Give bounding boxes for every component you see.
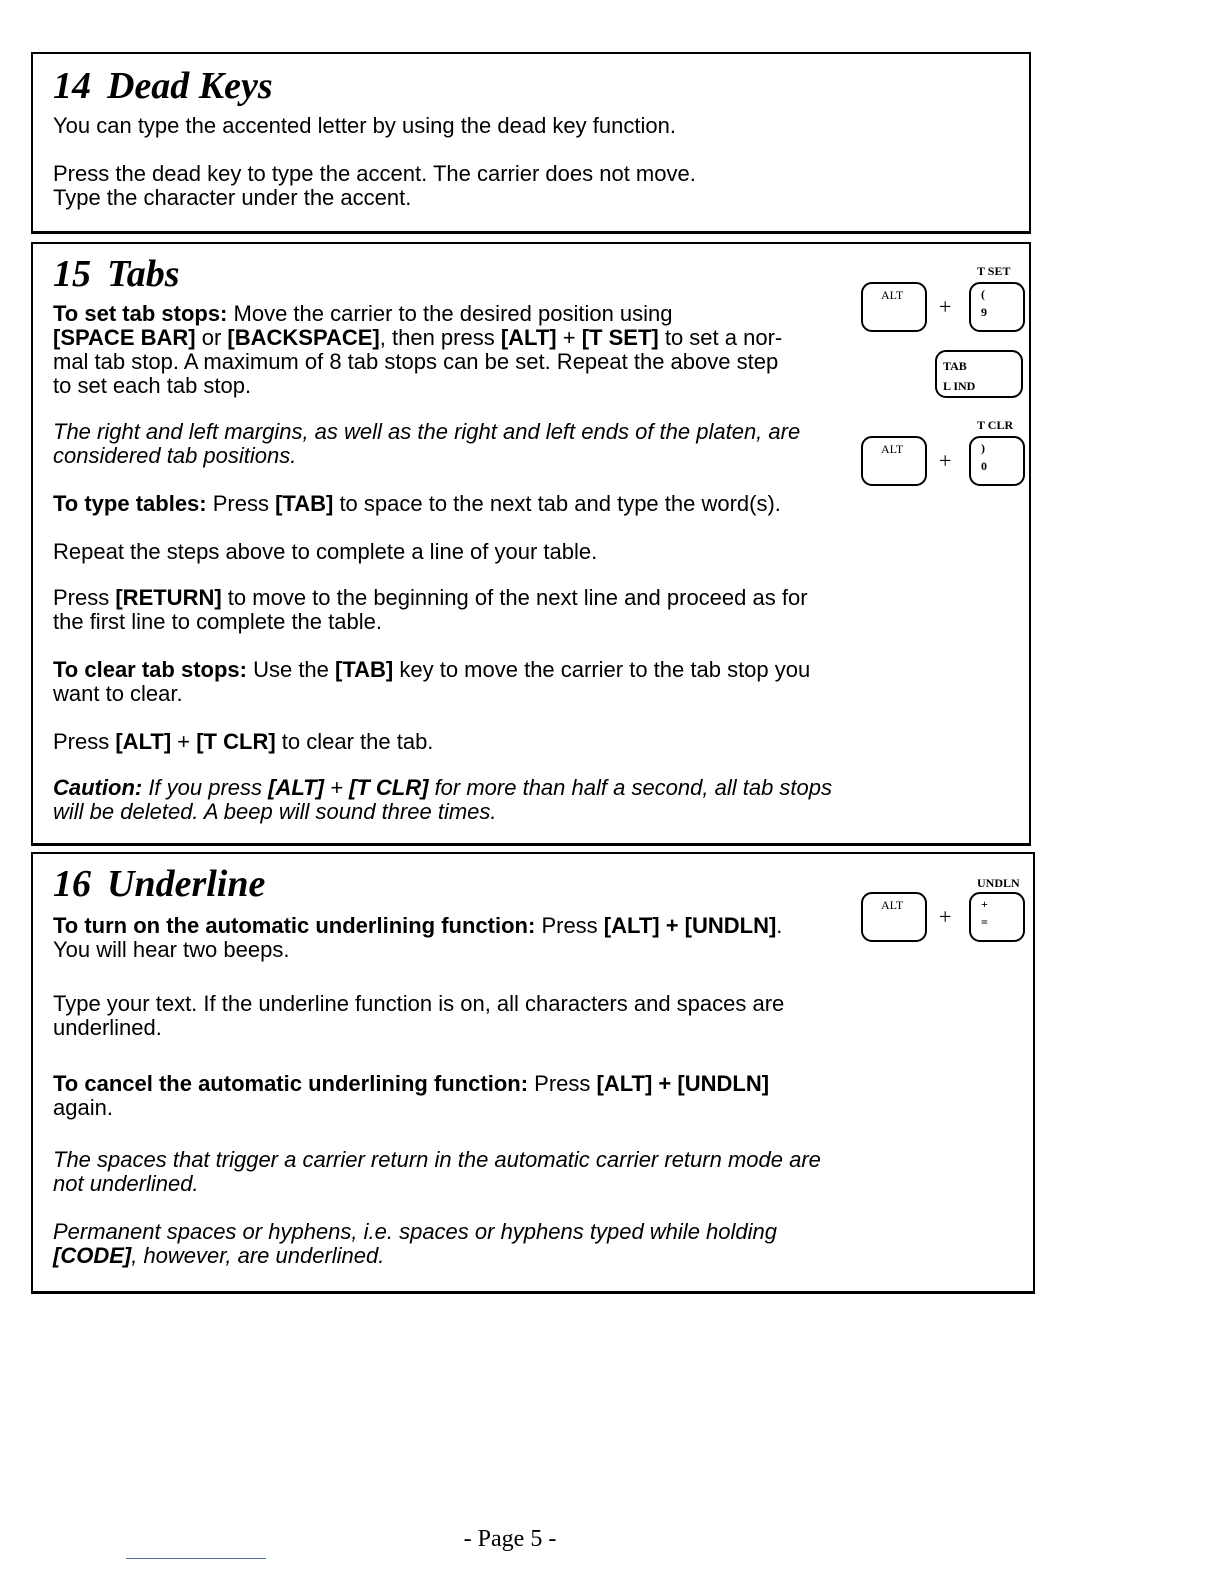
text: to move to the beginning of the next line and proceed as for the first line to complete the table. <box>53 585 808 634</box>
page-number: - Page 5 - <box>463 1526 557 1552</box>
text: to set each tab stop. <box>53 373 252 398</box>
key-label: UNDLN <box>977 876 1020 890</box>
text: You will hear two beeps. <box>53 937 290 962</box>
section-dead-keys <box>31 52 1031 234</box>
paragraph-return <box>53 586 843 634</box>
text: Press <box>53 729 116 754</box>
section-number: 15 <box>53 253 91 295</box>
caution-note <box>53 776 843 824</box>
paragraph: Type the character under the accent. <box>53 185 412 210</box>
key-ref: [BACKSPACE] <box>227 325 380 350</box>
key-text: TAB <box>943 359 967 373</box>
alt-key-icon <box>861 892 927 942</box>
section-tabs <box>31 242 1031 846</box>
key-ref: [ALT] + [UNDLN] <box>596 1071 770 1096</box>
alt-key-icon <box>861 282 927 332</box>
text: to space to the next tab and type the word(s). <box>333 491 781 516</box>
text: to clear the tab. <box>275 729 434 754</box>
text: Press <box>528 1071 597 1096</box>
key-text: = <box>981 915 988 929</box>
divider <box>126 1558 266 1559</box>
text: Press <box>206 491 276 516</box>
key-text: L IND <box>943 379 976 393</box>
label: To turn on the automatic underlining function: <box>53 913 536 938</box>
undln-key-icon <box>969 892 1025 942</box>
paragraph-clear-tabs <box>53 658 843 706</box>
text: + <box>556 325 582 350</box>
text: Permanent spaces or hyphens, i.e. spaces or hyphens typed while holding <box>53 1219 777 1244</box>
key-ref: [TAB] <box>275 491 334 516</box>
text: + <box>171 729 197 754</box>
tset-key-icon <box>969 282 1025 332</box>
text: Press <box>53 585 116 610</box>
paragraph-underline-cancel <box>53 1072 853 1120</box>
key-ref: [CODE] <box>53 1243 132 1268</box>
label: To clear tab stops: <box>53 657 247 682</box>
text: . <box>776 913 783 938</box>
section-heading <box>53 862 265 906</box>
key-ref: [ALT] <box>115 729 172 754</box>
paragraph: Press the dead key to type the accent. The carrier does not move. <box>53 161 696 186</box>
paragraph-underline-on <box>53 914 853 962</box>
paragraph-set-tabs <box>53 302 853 398</box>
section-number: 14 <box>53 65 91 107</box>
key-ref: [TAB] <box>335 657 394 682</box>
text: mal tab stop. A maximum of 8 tab stops can be set. Repeat the above step <box>53 349 779 374</box>
note-permanent-spaces <box>53 1220 853 1268</box>
text: or <box>195 325 228 350</box>
section-heading <box>53 252 180 296</box>
key-text: + <box>981 897 988 911</box>
label: To set tab stops: <box>53 301 228 326</box>
key-text: ) <box>981 441 985 455</box>
key-text: ALT <box>881 442 904 456</box>
plus-icon: + <box>939 448 952 473</box>
paragraph: You can type the accented letter by using the dead key function. <box>53 113 676 138</box>
key-ref: [T SET] <box>581 325 659 350</box>
note-margins: The right and left margins, as well as the right and left ends of the platen, are considered tab positions. <box>53 419 801 468</box>
section-title: Tabs <box>107 253 180 295</box>
key-ref: [RETURN] <box>115 585 222 610</box>
text: again. <box>53 1095 113 1120</box>
label: Caution: <box>53 775 143 800</box>
key-ref: [ALT] <box>500 325 557 350</box>
key-ref: [SPACE BAR] <box>53 325 196 350</box>
text: Move the carrier to the desired position using <box>227 301 673 326</box>
plus-icon: + <box>939 294 952 319</box>
text: , however, are underlined. <box>131 1243 385 1268</box>
plus-icon: + <box>939 904 952 929</box>
section-number: 16 <box>53 863 91 905</box>
key-ref: [T CLR] <box>196 729 276 754</box>
key-ref: [T CLR] <box>349 775 429 800</box>
text: for more than half a second, all tab stops will be deleted. A beep will sound three times. <box>53 775 833 824</box>
section-heading <box>53 64 273 108</box>
key-text: 9 <box>981 305 987 319</box>
text: Use the <box>246 657 336 682</box>
key-text: ALT <box>881 288 904 302</box>
text: If you press <box>142 775 269 800</box>
tab-key-icon <box>935 350 1023 398</box>
label: To cancel the automatic underlining function: <box>53 1071 529 1096</box>
key-label: T CLR <box>977 418 1014 432</box>
key-label: T SET <box>977 264 1011 278</box>
section-title: Dead Keys <box>107 65 273 107</box>
section-underline <box>31 852 1035 1294</box>
key-text: ALT <box>881 898 904 912</box>
key-ref: [ALT] <box>268 775 324 800</box>
paragraph-type-tables <box>53 492 853 516</box>
label: To type tables: <box>53 491 207 516</box>
tclr-key-icon <box>969 436 1025 486</box>
key-ref: [ALT] + [UNDLN] <box>603 913 777 938</box>
key-text: ( <box>981 287 985 301</box>
text: Press <box>535 913 604 938</box>
alt-key-icon <box>861 436 927 486</box>
paragraph-type-text: Type your text. If the underline function is on, all characters and spaces are underlined. <box>53 991 785 1040</box>
paragraph-repeat: Repeat the steps above to complete a line of your table. <box>53 539 598 564</box>
section-title: Underline <box>107 863 266 905</box>
text: to set a nor- <box>658 325 783 350</box>
text: , then press <box>379 325 501 350</box>
text: key to move the carrier to the tab stop you want to clear. <box>53 657 811 706</box>
note-spaces: The spaces that trigger a carrier return in the automatic carrier return mode are not underlined. <box>53 1147 821 1196</box>
key-text: 0 <box>981 459 987 473</box>
text: + <box>323 775 350 800</box>
paragraph-press-clear <box>53 730 853 754</box>
